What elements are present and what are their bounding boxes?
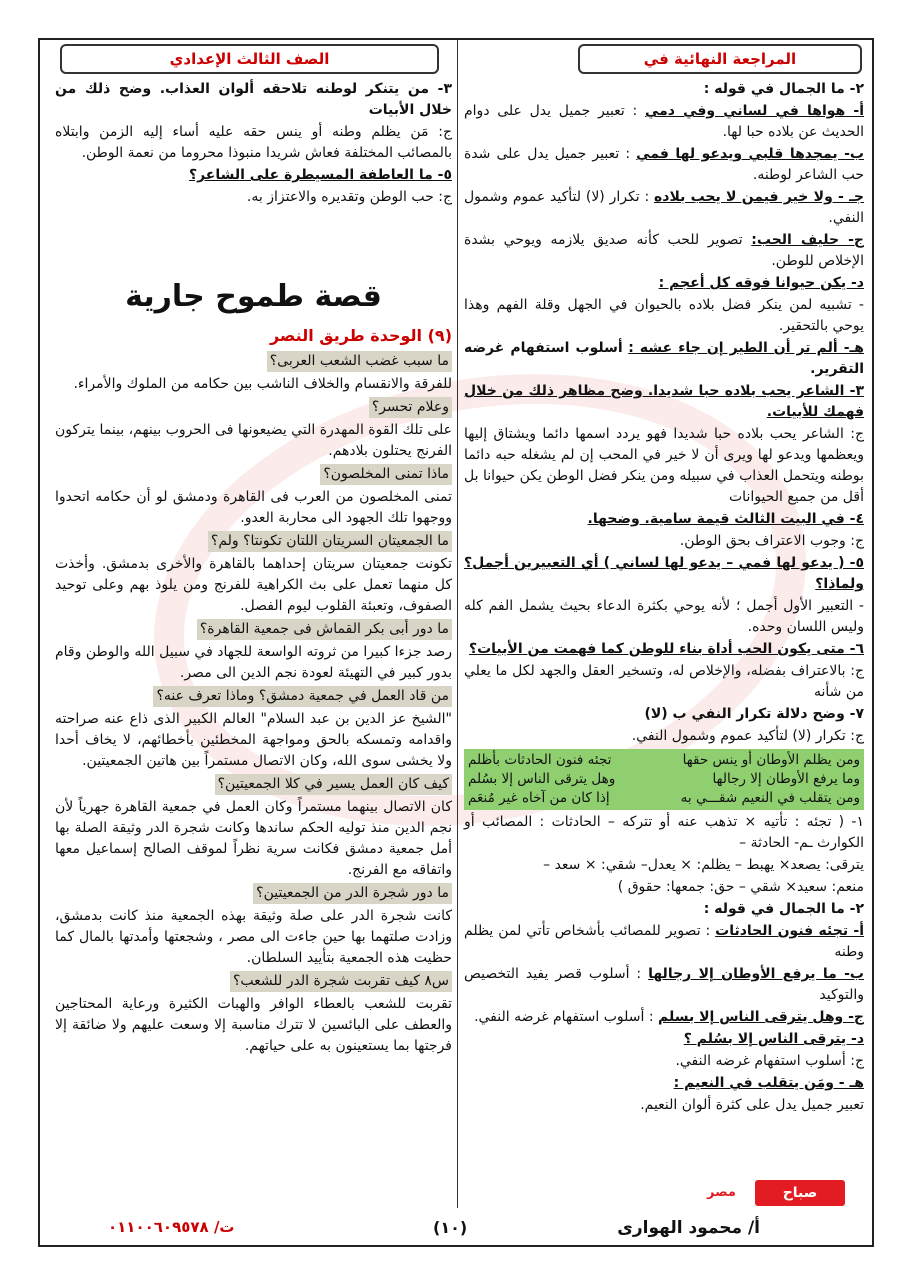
qa-answer: على تلك القوة المهدرة التي يضيعونها فى الحروب بينهم، بينما يتركون الفرنج يحتلون بلادهم. bbox=[55, 422, 452, 459]
verse-line: ومن يتقلب في النعيم شقـــي به إذا كان من آخاه غير مُنعَم bbox=[468, 790, 860, 806]
unit-heading: (٩) الوحدة طريق النصر bbox=[269, 326, 452, 345]
qa-answer: تمنى المخلصون من العرب فى القاهرة ودمشق لو أن حكامه اتحدوا ووجهوا تلك الجهود الى محاربة العدو. bbox=[55, 489, 452, 526]
question: ٦- متى يكون الحب أداة بناء للوطن كما فهمت من الأبيات؟ bbox=[468, 641, 864, 657]
qa-answer: تكونت جمعيتان سريتان إحداهما بالقاهرة والأخرى بدمشق. وأخذت كل منهما تعمل على بث الكراهية للفرنج ومن يلوذ بهم وعلى توحيد الصفوف، وتعبئة القلوب ليوم الفصل. bbox=[55, 556, 452, 614]
answer-text: : أسلوب استفهام غرضه النفي. bbox=[474, 1009, 654, 1025]
answer-text: : تعبير جميل يدل على دوام الحديث عن بلاده حبا لها. bbox=[464, 103, 864, 140]
phrase-head: هـ - ومَن يتقلب في النعيم : bbox=[673, 1075, 864, 1091]
qa-question: ما دور شجرة الدر من الجمعيتين؟ bbox=[253, 883, 452, 904]
phrase-head: ب- ما يرفع الأوطان إلا رجالها bbox=[648, 966, 865, 982]
phrase-head: د- يترقى الناس إلا بسُلم ؟ bbox=[683, 1031, 864, 1047]
qa-answer: للفرقة والانقسام والخلاف الناشب بين حكامه من الملوك والأمراء. bbox=[73, 376, 452, 392]
answer-text: تعبير جميل يدل على كثرة ألوان النعيم. bbox=[640, 1097, 864, 1113]
qa-answer: كان الاتصال بينهما مستمراً وكان العمل في جمعية القاهرة جهرياً لأن نجم الدين منذ توليه الحكم ساندها وكانت شجرة الدر وثيقة الصلة بها أمل جمعية دمشق فكانت سرية نظراً لموقف الصالح إسماعيل معها واتفاقه مع الفرنج. bbox=[55, 799, 452, 878]
qa-answer: "الشيخ عز الدين بن عبد السلام" العالم الكبير الذى ذاع عنه صراحته واقدامه وتمسكه بالحق ومواجهة المخطئين بأخطائهم، لا يخاف أحدا ولا يخشى سوى الله، وكان الاتصال مستمراً بين هاتين الجمعيتين. bbox=[55, 711, 452, 769]
answer-text: - التعبير الأول أجمل ؛ لأنه يوحي بكثرة الدعاء بحيث يشمل الفم كله وليس اللسان وحده. bbox=[464, 598, 864, 635]
answer-text: أسلوب استفهام غرضه التقرير. bbox=[464, 340, 864, 377]
story-title: قصة طموح جارية bbox=[125, 279, 382, 314]
phrase-head: أ- هواها في لساني وفي دمي bbox=[644, 103, 864, 119]
answer-text: ج: تكرار (لا) لتأكيد عموم وشمول النفي. bbox=[631, 728, 864, 744]
brand-logo bbox=[707, 1180, 845, 1206]
answer-text: : تصوير للمصائب بأشخاص تأتي لمن يظلم وطنه bbox=[464, 923, 864, 960]
question: ٤- في البيت الثالث قيمة سامية. وضحها. bbox=[587, 511, 864, 527]
column-divider bbox=[457, 40, 458, 1208]
header-right-box: المراجعة النهائية في bbox=[578, 44, 862, 74]
qa-question: كيف كان العمل يسير في كلا الجمعيتين؟ bbox=[215, 774, 452, 795]
phone-number: ت/ ٠١١٠٠٦٠٩٥٧٨ bbox=[108, 1218, 235, 1236]
question: ٥- ( يدعو لها فمي – يدعو لها لساني ) أي التعبيرين أجمل؟ ولماذا؟ bbox=[464, 555, 864, 592]
phrase-head: أ- تجئه فنون الحادثات bbox=[715, 923, 865, 939]
answer-text: ج: أسلوب استفهام غرضه النفي. bbox=[675, 1053, 864, 1069]
qa-question: ما دور أبى بكر القماش فى جمعية القاهرة؟ bbox=[197, 619, 452, 640]
poem-verses bbox=[464, 749, 864, 810]
answer-text: ج: بالاعتراف بفضله، والإخلاص له، وتسخير العقل والجهد لكل ما يعلي من شأنه bbox=[464, 663, 864, 700]
answer-text: : تعبير جميل يدل على شدة حب الشاعر لوطنه. bbox=[464, 146, 864, 183]
left-column bbox=[55, 78, 452, 1058]
question: ٢- ما الجمال في قوله : bbox=[703, 901, 864, 917]
question: ٣- من يتنكر لوطنه تلاحقه ألوان العذاب. وضح ذلك من خلال الأبيات bbox=[55, 81, 452, 118]
header-left-box: الصف الثالث الإعدادي bbox=[60, 44, 439, 74]
footer bbox=[38, 1212, 870, 1242]
phrase-head: ج- وهل يترقى الناس إلا بسلم bbox=[658, 1009, 864, 1025]
answer-text: تصوير للحب كأنه صديق يلازمه ويوحي بشدة الإخلاص للوطن. bbox=[464, 232, 864, 269]
qa-question: ما سبب غضب الشعب العربى؟ bbox=[267, 351, 452, 372]
qa-question: ما الجمعيتان السريتان اللتان تكونتا؟ ولم؟ bbox=[208, 531, 452, 552]
answer-text: - تشبيه لمن ينكر فضل بلاده بالحيوان في الجهل وقلة الفهم وهذا يوحي بالتحقير. bbox=[464, 297, 864, 334]
logo-sub-text: مصر bbox=[707, 1185, 736, 1200]
question: ٣- الشاعر يحب بلاده حبا شديدا. وضح مظاهر ذلك من خلال فهمك للأبيات. bbox=[464, 383, 864, 420]
qa-answer: تقربت للشعب بالعطاء الوافر والهبات الكثيرة ورعاية المحتاجين والعطف على البائسين لا تترك مناسبة إلا وسعت عليهم ولا ضائقة إلا فرجتها بما يستعينون به على حياتهم. bbox=[55, 996, 452, 1054]
qa-answer: كانت شجرة الدر على صلة وثيقة بهذه الجمعية منذ كانت بدمشق، وزادت صلتهما بها حين جاءت الى مصر ، وشجعتها وأمدتها بالمال كما حظيت هذه الجمعية بتأييد السلطان. bbox=[55, 908, 452, 966]
logo-text: صباح bbox=[782, 1185, 818, 1201]
phrase-head: جـ - ولا خير فيمن لا يحب بلاده bbox=[654, 189, 864, 205]
author-name: أ/ محمود الهوارى bbox=[617, 1218, 760, 1238]
qa-question: وعلام تحسر؟ bbox=[369, 397, 452, 418]
question: ٥- ما العاطفة المسيطرة على الشاعر؟ bbox=[188, 167, 452, 183]
page-number: (١٠) bbox=[433, 1218, 468, 1237]
question: ٢- ما الجمال في قوله : bbox=[703, 81, 864, 97]
answer-text: ج: مَن يظلم وطنه أو ينس حقه عليه أساء إليه الزمن وابتلاه بالمصائب المختلفة فعاش شريدا منبوذا محروما من نعمة الوطن. bbox=[55, 124, 452, 161]
phrase-head: هـ- ألم تر أن الطير إن جاء عشه : bbox=[628, 340, 865, 356]
qa-list bbox=[55, 350, 452, 1057]
qa-question: من قاد العمل في جمعية دمشق؟ وماذا تعرف عنه؟ bbox=[153, 686, 452, 707]
vocab-line: يترقى: يصعد× يهبط – يظلم: × يعدل– شقي: × سعد – bbox=[543, 857, 864, 873]
answer-text: ج: الشاعر يحب بلاده حبا شديدا فهو يردد اسمها دائما ويشتاق إليها ويعظمها ويدعو لها ويرى أن لا خير في المحب إن لم يشغله حبه دائما بوطنه ويتحمل العذاب في سبيله ومن ينكر فضل الوطن يكن حيوانا بل أقل من جميع الحيوانات bbox=[464, 426, 864, 505]
verse-line: ومن يظلم الأوطان أو ينس حقها تجئه فنون الحادثات بأظلم bbox=[468, 752, 860, 768]
answer-text: : تكرار (لا) لتأكيد عموم وشمول النفي. bbox=[464, 189, 864, 226]
vocab-line: منعم: سعيد× شقي – حق: جمعها: حقوق ) bbox=[617, 879, 864, 895]
qa-answer: رصد جزءا كبيرا من ثروته الواسعة للجهاد في سبيل الله والوطن وقام بدور كبير في التهيئة لعودة نجم الدين الى مصر. bbox=[55, 644, 452, 681]
qa-question: ماذا تمنى المخلصون؟ bbox=[320, 464, 452, 485]
answer-text: ج: وجوب الاعتراف بحق الوطن. bbox=[679, 533, 864, 549]
verse-line: وما يرفع الأوطان إلا رجالها وهل يترقى الناس إلا بسُلم bbox=[468, 771, 860, 787]
qa-question: س٨ كيف تقربت شجرة الدر للشعب؟ bbox=[230, 971, 452, 992]
phrase-head: د- يكن حيوانا فوقه كل أعجم : bbox=[658, 275, 864, 291]
answer-text: : أسلوب قصر يفيد التخصيص والتوكيد bbox=[464, 966, 864, 1003]
question: ٧- وضح دلالة تكرار النفي ب (لا) bbox=[644, 706, 864, 722]
phrase-head: ب- يمجدها قلبي ويدعو لها فمي bbox=[636, 146, 865, 162]
answer-text: ج: حب الوطن وتقديره والاعتزاز به. bbox=[246, 189, 452, 205]
right-column bbox=[464, 78, 864, 1117]
phrase-head: ج- حليف الحب: bbox=[751, 232, 865, 248]
vocab-line: ١- ( تجئه : تأتيه × تذهب عنه أو تتركه – الحادثات : المصائب أو الكوارث ـم- الحادثة – bbox=[464, 814, 864, 851]
